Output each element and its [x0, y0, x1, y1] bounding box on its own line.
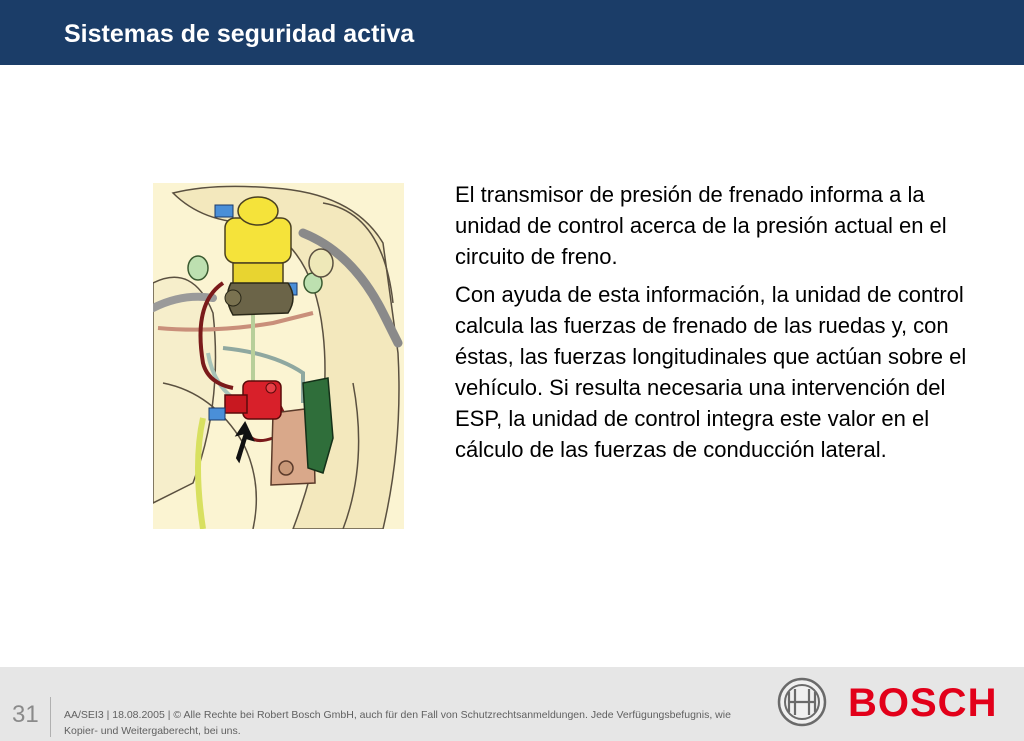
- body-text: [455, 179, 985, 472]
- paragraph: Con ayuda de esta información, la unidad de control calcula las fuerzas de frenado de las ruedas y, con éstas, las fuerzas longitudinales que actúan sobre el vehículo. Si resulta necesaria una intervención del ESP, la unidad de control integra este valor en el cálculo de las fuerzas de conducción lateral.: [455, 282, 967, 462]
- footer-divider: [50, 697, 51, 737]
- page-title: Sistemas de seguridad activa: [64, 20, 415, 48]
- paragraph: El transmisor de presión de frenado informa a la unidad de control acerca de la presión actual en el circuito de freno.: [455, 182, 947, 269]
- brake-pressure-sensor-illustration: [153, 183, 404, 529]
- bosch-wordmark: BOSCH: [848, 681, 998, 725]
- footer-bar: [0, 667, 1024, 741]
- page-number: 31: [12, 701, 39, 728]
- copyright-notice: AA/SEI3 | 18.08.2005 | © Alle Rechte bei Robert Bosch GmbH, auch für den Fall von Schutzrechtsanmeldungen. Jede Verfügungsbefugnis, wie Kopier- und Weitergaberecht, bei uns.: [64, 709, 731, 737]
- header-bar: [0, 0, 1024, 65]
- bosch-armature-logo-icon: [777, 677, 827, 732]
